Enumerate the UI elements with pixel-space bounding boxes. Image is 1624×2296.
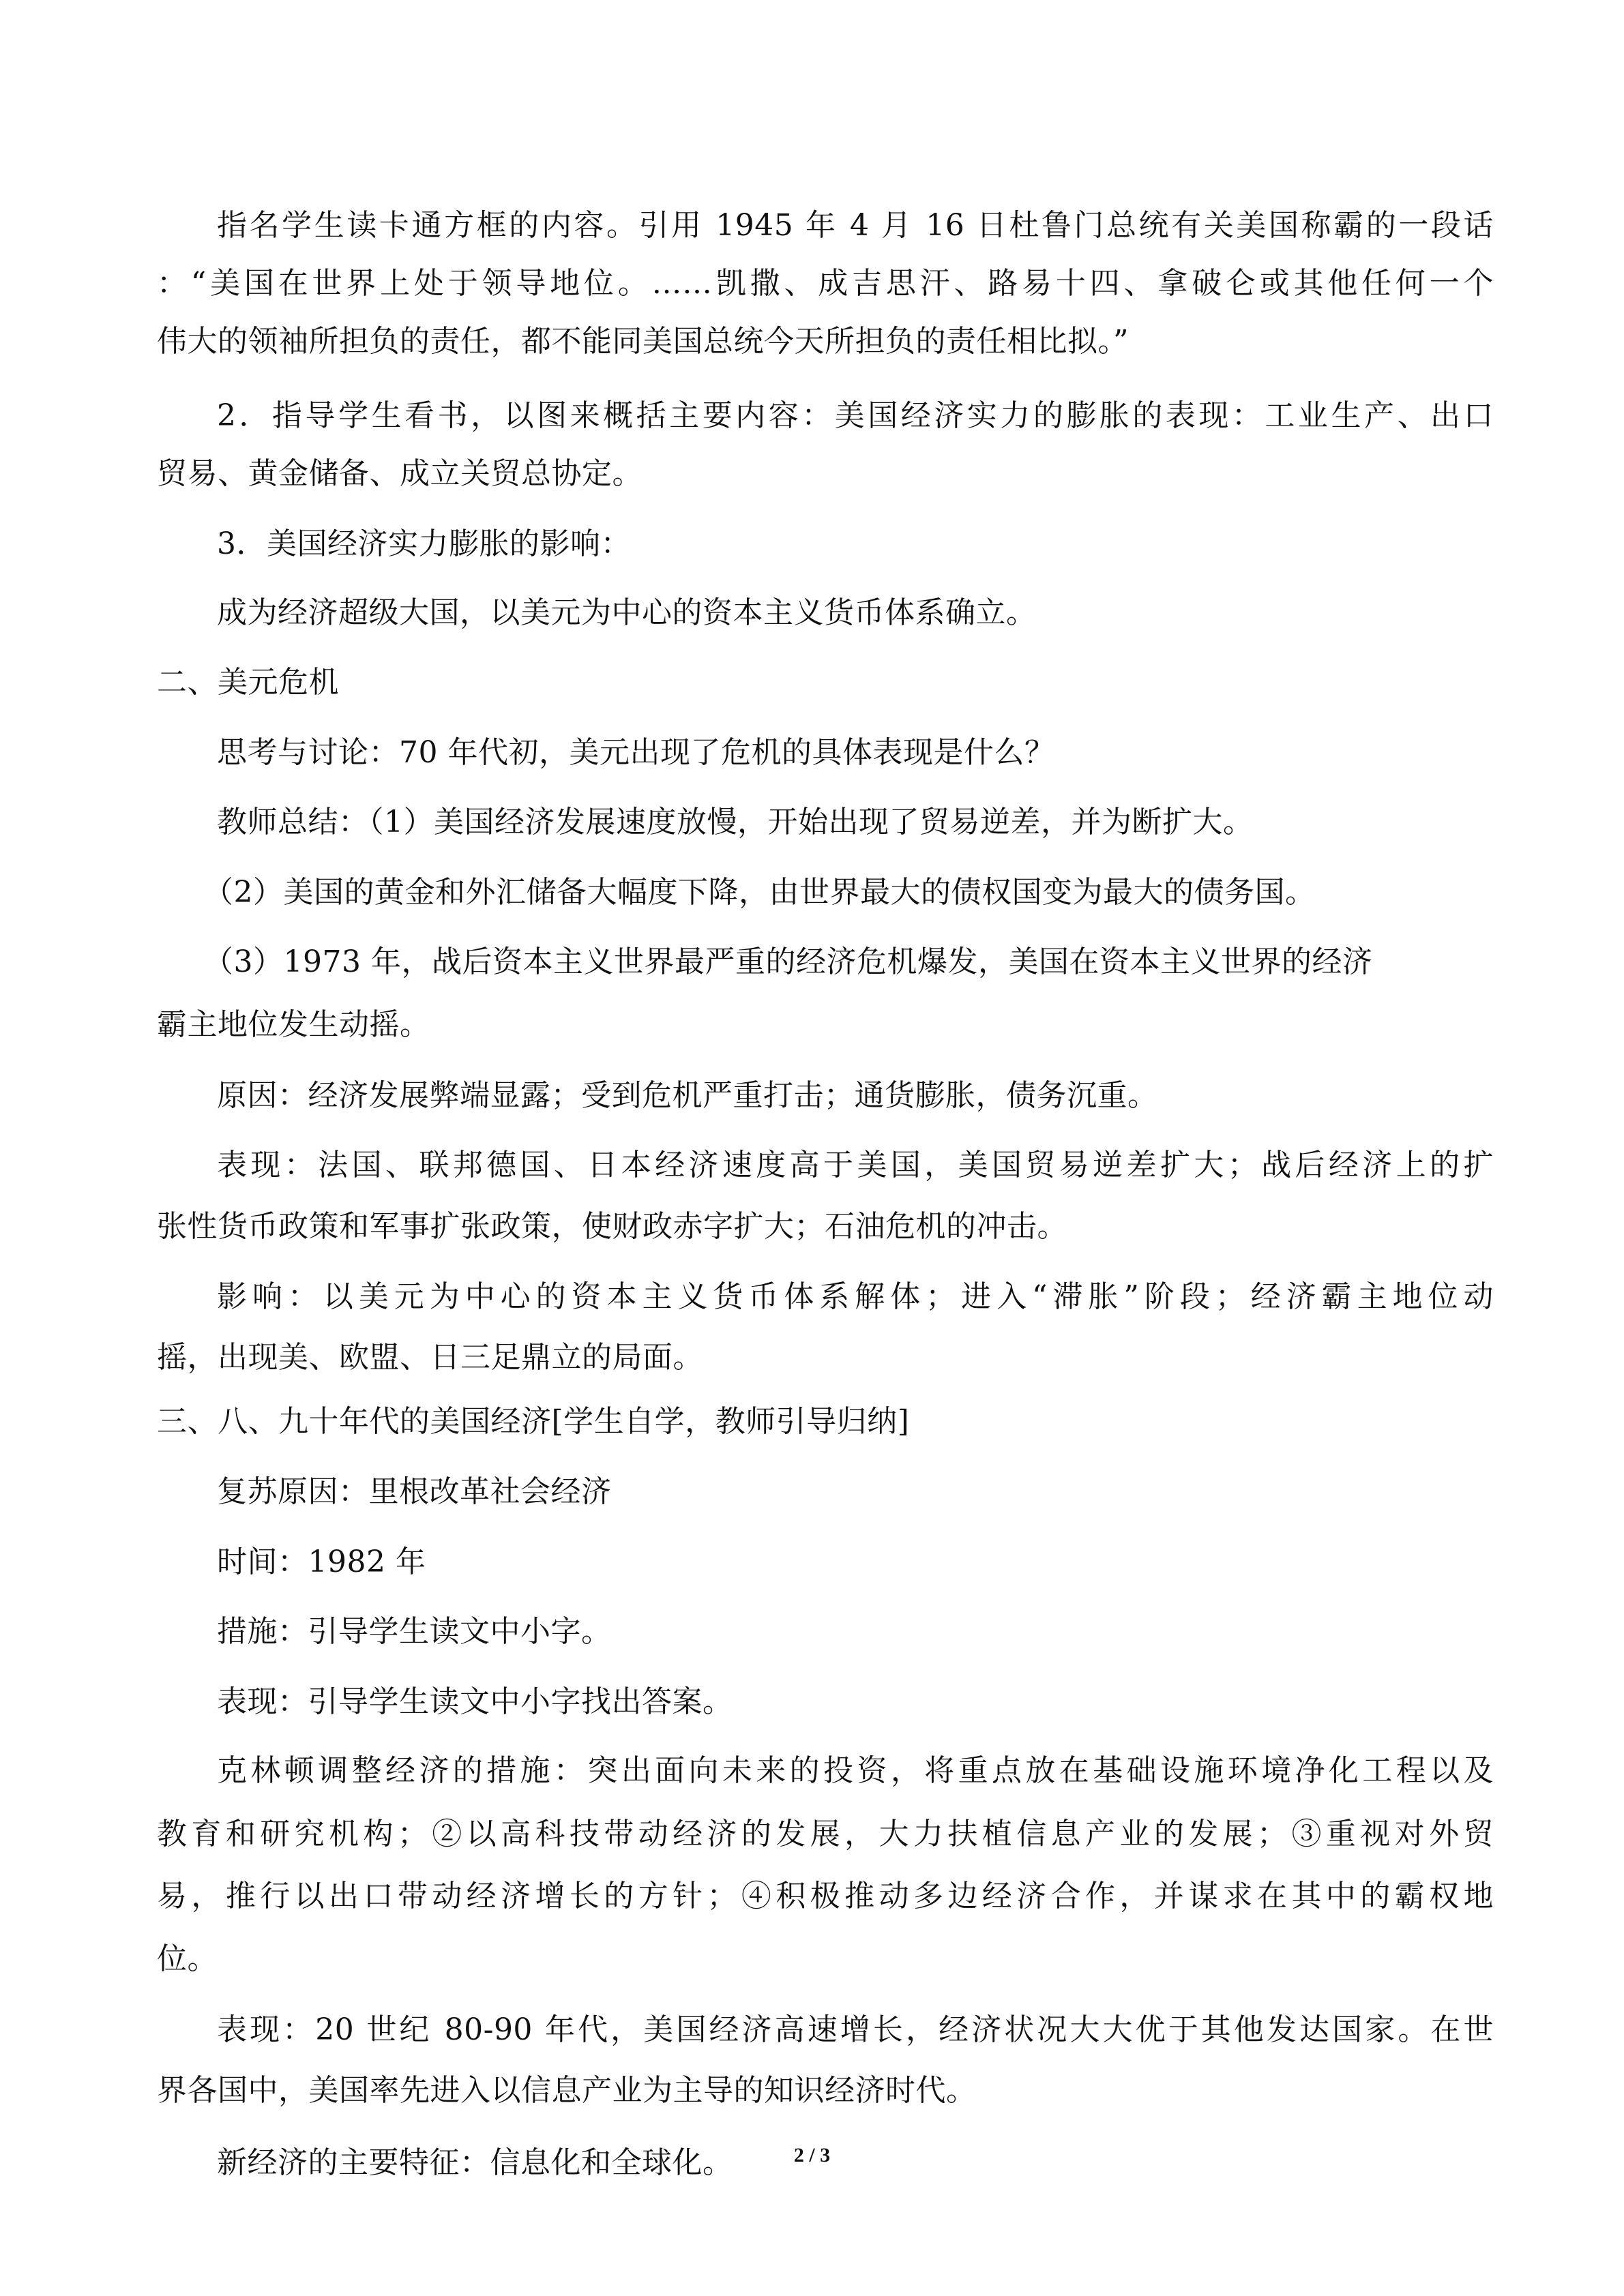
text-line: 教育和研究机构；②以高科技带动经济的发展，大力扶植信息产业的发展；③重视对外贸 <box>157 1817 1494 1851</box>
page-number: 2 / 3 <box>793 2144 831 2166</box>
text-line: 时间：1982 年 <box>217 1545 426 1579</box>
text-line: 表现：20 世纪 80-90 年代，美国经济高速增长，经济状况大大优于其他发达国家。在世 <box>217 2012 1494 2047</box>
text-line: 成为经济超级大国，以美元为中心的资本主义货币体系确立。 <box>217 595 1037 630</box>
section-heading: 三、八、九十年代的美国经济[学生自学，教师引导归纳] <box>157 1404 910 1439</box>
text-line: 易，推行以出口带动经济增长的方针；④积极推动多边经济合作，并谋求在其中的霸权地 <box>157 1879 1494 1913</box>
text-line: 表现：法国、联邦德国、日本经济速度高于美国，美国贸易逆差扩大；战后经济上的扩 <box>217 1148 1494 1182</box>
text-line: （3）1973 年，战后资本主义世界最严重的经济危机爆发，美国在资本主义世界的经济 <box>203 944 1373 979</box>
text-line: 摇，出现美、欧盟、日三足鼎立的局面。 <box>157 1340 703 1375</box>
text-line: 贸易、黄金储备、成立关贸总协定。 <box>157 456 643 491</box>
text-line: 张性货币政策和军事扩张政策，使财政赤字扩大；石油危机的冲击。 <box>157 1209 1067 1244</box>
text-line: 教师总结：（1）美国经济发展速度放慢，开始出现了贸易逆差，并为断扩大。 <box>217 805 1254 839</box>
section-heading: 二、美元危机 <box>157 665 339 700</box>
text-line: 原因：经济发展弊端显露；受到危机严重打击；通货膨胀，债务沉重。 <box>217 1078 1158 1113</box>
text-line: 思考与讨论：70 年代初，美元出现了危机的具体表现是什么？ <box>217 735 1055 770</box>
text-line: 复苏原因：里根改革社会经济 <box>217 1474 612 1509</box>
text-line: 指名学生读卡通方框的内容。引用 1945 年 4 月 16 日杜鲁门总统有关美国称霸的一段话 <box>217 208 1494 243</box>
text-line: 界各国中，美国率先进入以信息产业为主导的知识经济时代。 <box>157 2073 977 2108</box>
text-line: 克林顿调整经济的措施：突出面向未来的投资，将重点放在基础设施环境净化工程以及 <box>217 1753 1494 1788</box>
text-line: 新经济的主要特征：信息化和全球化。 <box>217 2145 733 2180</box>
text-line: ：“美国在世界上处于领导地位。……凯撒、成吉思汗、路易十四、拿破仑或其他任何一个 <box>157 266 1494 301</box>
text-line: 表现：引导学生读文中小字找出答案。 <box>217 1684 733 1719</box>
text-line: 3．美国经济实力膨胀的影响： <box>217 526 631 561</box>
text-line: 位。 <box>157 1941 218 1976</box>
text-line: 影响：以美元为中心的资本主义货币体系解体；进入“滞胀”阶段；经济霸主地位动 <box>217 1279 1494 1314</box>
text-line: （2）美国的黄金和外汇储备大幅度下降，由世界最大的债权国变为最大的债务国。 <box>203 875 1316 910</box>
text-line: 措施：引导学生读文中小字。 <box>217 1614 612 1649</box>
text-line: 伟大的领袖所担负的责任，都不能同美国总统今天所担负的责任相比拟。” <box>157 324 1129 359</box>
text-line: 霸主地位发生动摇。 <box>157 1007 430 1042</box>
text-line: 2．指导学生看书，以图来概括主要内容：美国经济实力的膨胀的表现：工业生产、出口 <box>217 398 1494 433</box>
